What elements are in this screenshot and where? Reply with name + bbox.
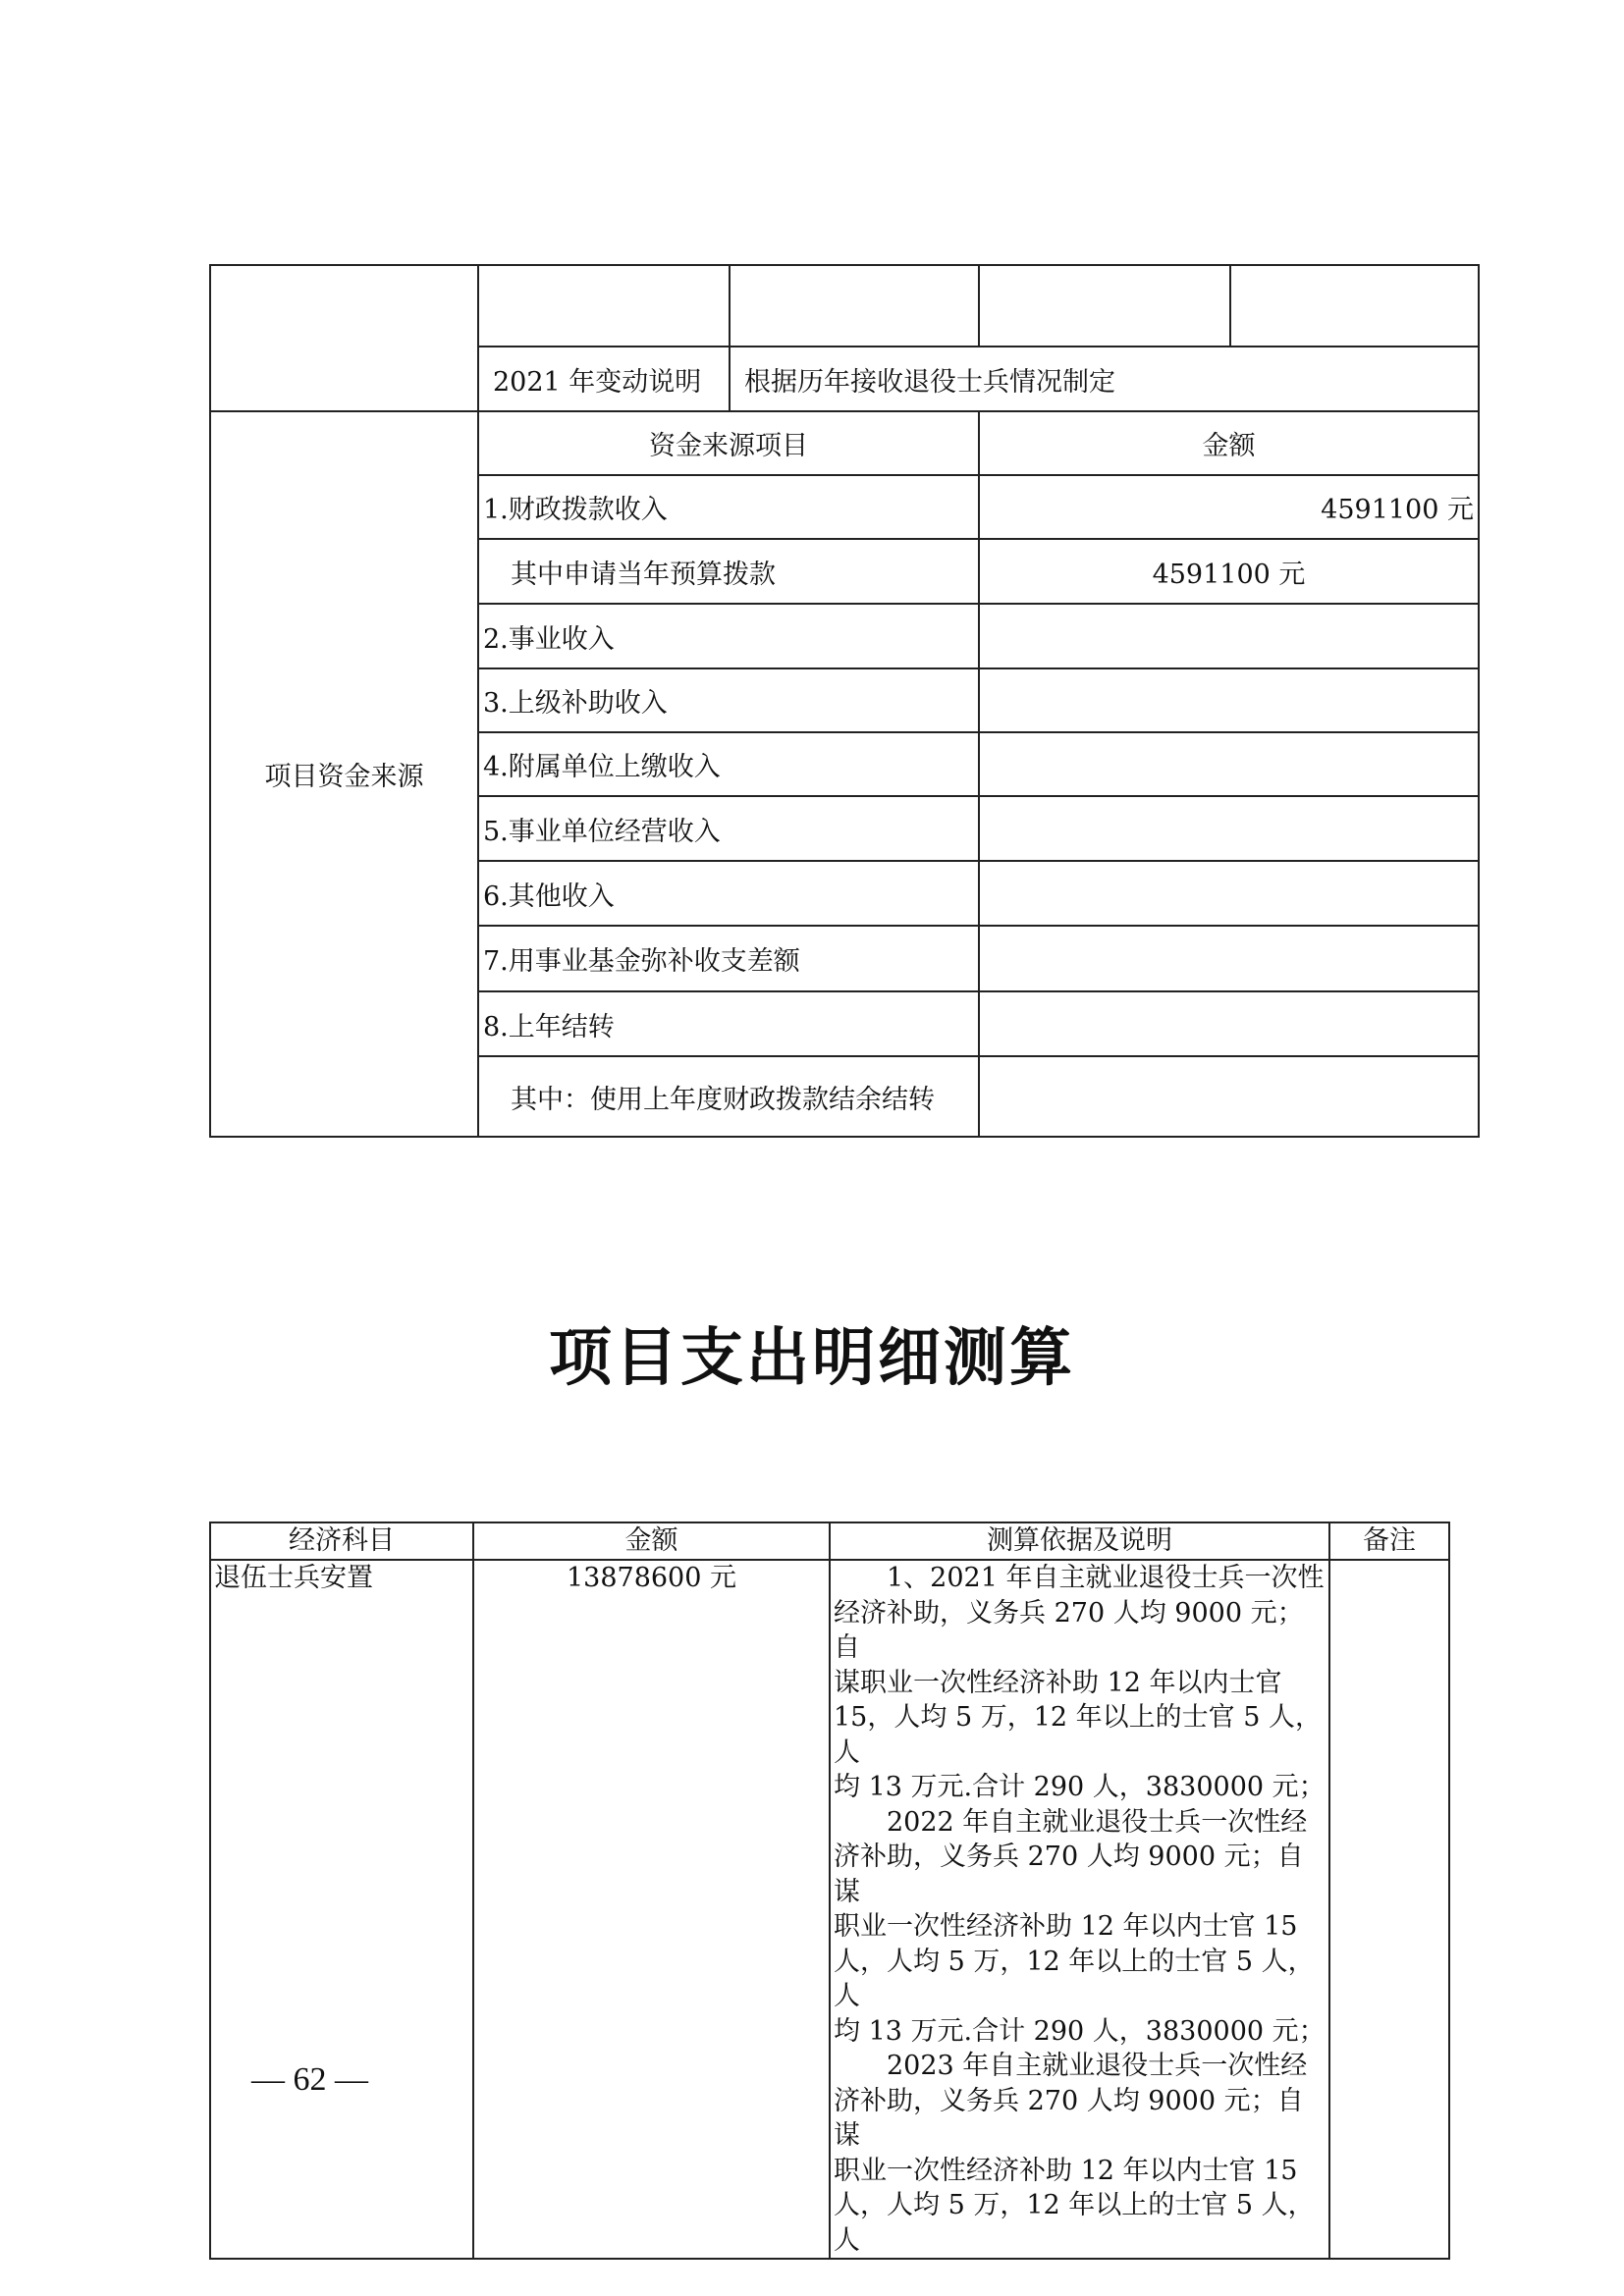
row-amount: 4591100 元	[979, 475, 1479, 539]
funding-source-table	[209, 264, 1480, 1138]
page-number: — 62 —	[251, 2061, 368, 2098]
row-label: 7.用事业基金弥补收支差额	[478, 926, 979, 991]
row-label: 1.财政拨款收入	[478, 475, 979, 539]
blank-cell	[979, 265, 1230, 347]
row-amount	[979, 1056, 1479, 1137]
expenditure-detail-table	[209, 1522, 1450, 2260]
col-header-subject: 经济科目	[210, 1522, 473, 1560]
change-label: 2021 年变动说明	[478, 347, 730, 411]
blank-cell	[478, 265, 730, 347]
row-amount	[979, 926, 1479, 991]
row-label: 其中申请当年预算拨款	[478, 539, 979, 604]
col-header-item: 资金来源项目	[478, 411, 979, 475]
table-row	[210, 1560, 1449, 2259]
row-label: 2.事业收入	[478, 604, 979, 668]
row-amount	[979, 991, 1479, 1056]
row-label: 6.其他收入	[478, 861, 979, 926]
blank-cell	[1230, 265, 1479, 347]
row-amount: 4591100 元	[979, 539, 1479, 604]
remark-cell	[1329, 1560, 1449, 2259]
row-label: 8.上年结转	[478, 991, 979, 1056]
row-amount	[979, 732, 1479, 796]
row-amount	[979, 604, 1479, 668]
blank-label-cell	[210, 265, 478, 411]
row-label: 其中：使用上年度财政拨款结余结转	[478, 1056, 979, 1137]
row-amount	[979, 668, 1479, 732]
header-row	[210, 1522, 1449, 1560]
col-header-amount: 金额	[979, 411, 1479, 475]
col-header-amount: 金额	[473, 1522, 830, 1560]
row-label: 5.事业单位经营收入	[478, 796, 979, 861]
row-label: 3.上级补助收入	[478, 668, 979, 732]
page-title: 项目支出明细测算	[549, 1322, 1075, 1395]
blank-cell	[730, 265, 979, 347]
section-label: 项目资金来源	[210, 411, 478, 1137]
row-amount	[979, 796, 1479, 861]
col-header-basis: 测算依据及说明	[830, 1522, 1329, 1560]
subject-cell: 退伍士兵安置	[210, 1560, 473, 2259]
amount-cell: 13878600 元	[473, 1560, 830, 2259]
change-text: 根据历年接收退役士兵情况制定	[730, 347, 1479, 411]
basis-cell: 1、2021 年自主就业退役士兵一次性 经济补助，义务兵 270 人均 9000 元；自 谋职业一次性经济补助 12 年以内士官 15，人均 5 万，12 年以上的士官 5 人，人 均 13 万元.合计 290 人，3830000 元； 2022 年自主就业退役士兵一次性经 济补助，义务兵 270 人均 9000 元；自谋 职业一次性经济补助 12 年以内士官 15 人，人均 5 万，12 年以上的士官 5 人，人 均 13 万元.合计 290 人，3830000 元； 2023 年自主就业退役士兵一次性经 济补助，义务兵 270 人均 9000 元；自谋 职业一次性经济补助 12 年以内士官 15 人，人均 5 万，12 年以上的士官 5 人，人	[830, 1560, 1329, 2259]
row-amount	[979, 861, 1479, 926]
row-label: 4.附属单位上缴收入	[478, 732, 979, 796]
col-header-remark: 备注	[1329, 1522, 1449, 1560]
